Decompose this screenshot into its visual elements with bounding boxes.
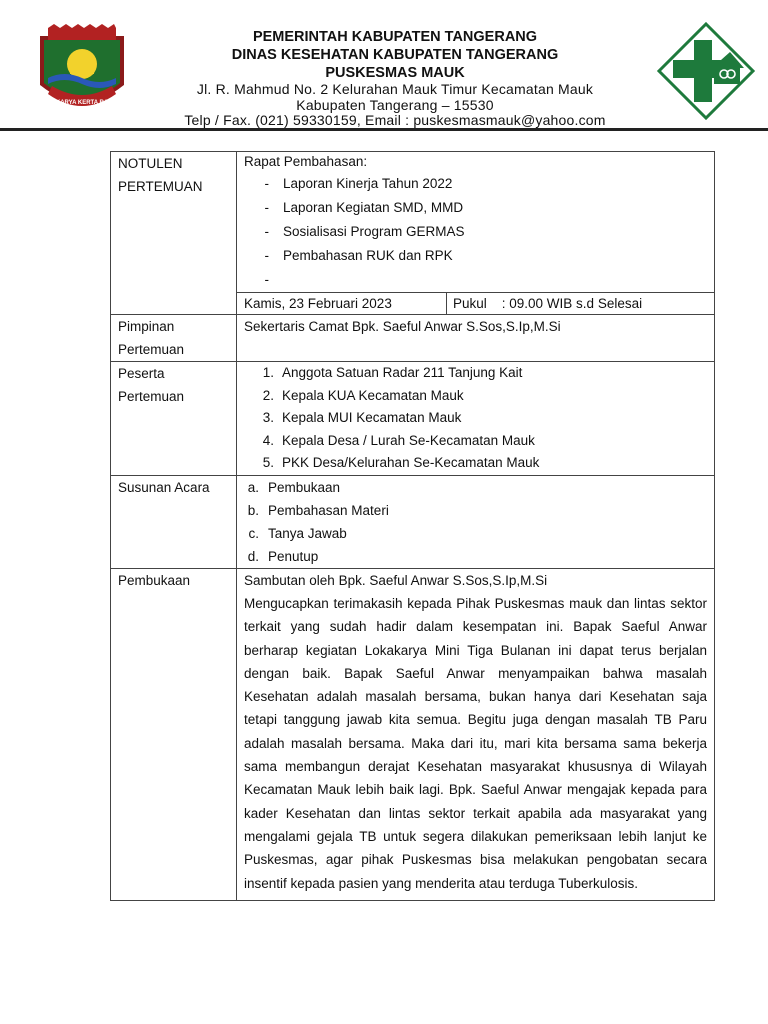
row-pembukaan bbox=[111, 568, 714, 900]
notulen-content bbox=[237, 152, 714, 314]
label-peserta-1: Peserta bbox=[118, 366, 165, 381]
label-pimpinan-2: Pertemuan bbox=[118, 342, 185, 357]
letterhead-line-2: DINAS KESEHATAN KABUPATEN TANGERANG bbox=[231, 47, 559, 63]
program-item: d. Penutup bbox=[237, 545, 714, 568]
program-text: Tanya Jawab bbox=[268, 525, 347, 541]
agenda-item-text: Sosialisasi Program GERMAS bbox=[283, 224, 465, 239]
program-item: b. Pembahasan Materi bbox=[237, 499, 714, 522]
label-pimpinan bbox=[111, 315, 237, 361]
program-item: a. Pembukaan bbox=[237, 476, 714, 499]
kabupaten-tangerang-logo bbox=[34, 24, 130, 118]
participant-item: 2. Kepala KUA Kecamatan Mauk bbox=[237, 385, 714, 408]
participant-item: 1. Anggota Satuan Radar 211 Tanjung Kait bbox=[237, 362, 714, 385]
letterhead-address-2: Kabupaten Tangerang – 15530 bbox=[296, 96, 494, 113]
label-peserta bbox=[111, 362, 237, 475]
participant-text: PKK Desa/Kelurahan Se-Kecamatan Mauk bbox=[282, 455, 540, 471]
program-text: Penutup bbox=[268, 548, 319, 564]
agenda-item-text: Laporan Kinerja Tahun 2022 bbox=[283, 176, 453, 191]
meeting-time: Pukul : 09.00 WIB s.d Selesai bbox=[453, 296, 643, 311]
row-peserta bbox=[111, 361, 714, 475]
program-text: Pembahasan Materi bbox=[268, 502, 389, 518]
row-susunan bbox=[111, 475, 714, 568]
letterhead-line-1: PEMERINTAH KABUPATEN TANGERANG bbox=[252, 29, 538, 45]
agenda-item-text: Laporan Kegiatan SMD, MMD bbox=[283, 200, 464, 215]
label-notulen-1: NOTULEN bbox=[118, 156, 183, 171]
pimpinan-content bbox=[237, 315, 714, 361]
agenda-item: - Laporan Kegiatan SMD, MMD bbox=[237, 196, 714, 220]
participant-text: Kepala MUI Kecamatan Mauk bbox=[282, 410, 462, 426]
program-item: c. Tanya Jawab bbox=[237, 522, 714, 545]
date-time-row bbox=[237, 292, 714, 314]
row-notulen bbox=[111, 152, 714, 314]
letterhead-line-3: PUSKESMAS MAUK bbox=[325, 65, 465, 81]
participant-item: 4. Kepala Desa / Lurah Se-Kecamatan Mauk bbox=[237, 430, 714, 453]
row-pimpinan bbox=[111, 314, 714, 361]
program-text: Pembukaan bbox=[268, 479, 341, 495]
agenda-item: - Laporan Kinerja Tahun 2022 bbox=[237, 172, 714, 196]
minutes-table bbox=[110, 151, 715, 901]
letterhead-address-1: Jl. R. Mahmud No. 2 Kelurahan Mauk Timur Kecamatan Mauk bbox=[196, 81, 594, 97]
pembukaan-content bbox=[237, 569, 714, 900]
participant-text: Anggota Satuan Radar 211 Tanjung Kait bbox=[282, 365, 523, 380]
meeting-date: Kamis, 23 Februari 2023 bbox=[237, 293, 447, 314]
label-pimpinan-1: Pimpinan bbox=[118, 319, 175, 334]
agenda-item-text: Pembahasan RUK dan RPK bbox=[283, 248, 453, 263]
agenda-item: - Pembahasan RUK dan RPK bbox=[237, 244, 714, 268]
participant-item: 5. PKK Desa/Kelurahan Se-Kecamatan Mauk bbox=[237, 452, 714, 475]
opening-body: Mengucapkan terimakasih kepada Pihak Puskesmas mauk dan lintas sektor terkait yang sudah hadir dalam kesempatan ini. Bapak Saeful Anwar berharap kegiatan Lokakarya Mini Tiga Bulanan ini dapat terus berjalan dengan baik. Bapak Saeful Anwar menyampaikan bahwa masalah Kesehatan adalah masalah bersama, bukan hanya dari Kesehatan saja tetapi tanggung jawab kita semua. Begitu juga dengan masalah TB Paru adalah masalah bersama. Maka dari itu, mari kita bersama sama bekerja sama membangun derajat Kesehatan masyarakat khususnya di Wilayah Kecamatan Mauk lebih baik lagi. Bpk. Saeful Anwar mengajak kepada para kader Kesehatan dan lintas sektor terkait apabila ada masyarakat yang mengalami gejala TB untuk segera dilakukan pemeriksaan lebih lanjut ke Puskesmas, agar pihak Puskesmas bisa melakukan pengobatan secara insentif kepada pasien yang menderita atau terduga Tuberkulosis. bbox=[244, 595, 707, 891]
label-susunan: Susunan Acara bbox=[111, 476, 237, 568]
opening-speech: Sambutan oleh Bpk. Saeful Anwar S.Sos,S.Ip,M.Si bbox=[244, 572, 548, 588]
susunan-content bbox=[237, 476, 714, 568]
peserta-content bbox=[237, 362, 714, 475]
letterhead bbox=[140, 28, 650, 129]
letterhead-divider bbox=[0, 128, 768, 131]
participant-text: Kepala KUA Kecamatan Mauk bbox=[282, 387, 464, 403]
label-notulen bbox=[111, 152, 237, 314]
label-pembukaan: Pembukaan bbox=[111, 569, 237, 900]
puskesmas-logo bbox=[656, 22, 756, 120]
participant-item: 3. Kepala MUI Kecamatan Mauk bbox=[237, 407, 714, 430]
agenda-item: - Sosialisasi Program GERMAS bbox=[237, 220, 714, 244]
meeting-leader: Sekertaris Camat Bpk. Saeful Anwar S.Sos,S.Ip,M.Si bbox=[244, 319, 561, 334]
meeting-title: Rapat Pembahasan: bbox=[244, 154, 368, 169]
agenda-item: - bbox=[264, 272, 269, 287]
letterhead-contact: Telp / Fax. (021) 59330159, Email : puskesmasmauk@yahoo.com bbox=[184, 112, 606, 128]
participant-text: Kepala Desa / Lurah Se-Kecamatan Mauk bbox=[282, 432, 535, 448]
svg-text:SATYA KARYA KERTA RAHARJA: SATYA KARYA KERTA RAHARJA bbox=[35, 100, 129, 106]
label-notulen-2: PERTEMUAN bbox=[118, 179, 203, 194]
label-peserta-2: Pertemuan bbox=[118, 389, 185, 404]
